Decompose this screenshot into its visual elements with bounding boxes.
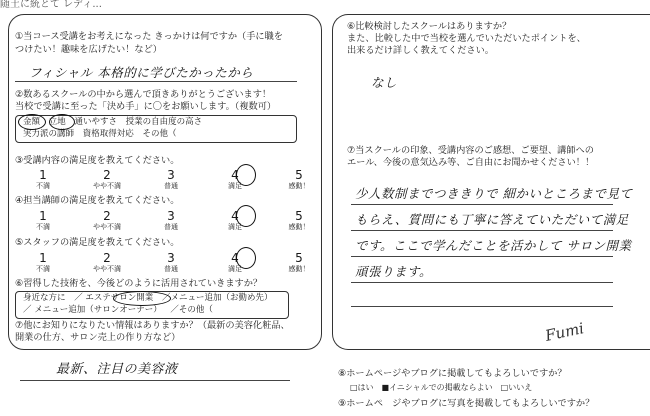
impression-answer-line1: 少人数制までつききりで 細かいところまで見て (355, 186, 633, 201)
q4-option-2: 2 やや不満 (93, 209, 121, 231)
compare-answer: なし (371, 75, 398, 90)
q4-option-5: 5 感動！ (288, 209, 310, 231)
q2-option-instructor: 実力派の講師 (23, 129, 75, 139)
impression-rule3 (351, 256, 613, 257)
q1-answer-line (15, 81, 297, 82)
q5-option-1: 1 不満 (36, 251, 50, 273)
q6-title: ⑥習得した技術を、今後どのように活用されていきますか？ (15, 278, 263, 289)
q6-option-acquaintances: 身近な方に (23, 293, 66, 303)
homepage-question: ⑧ホームページやブログに掲載してもよろしいですか？ (338, 368, 567, 379)
q2-line2: 当校で受講に至った「決め手」に〇をお願いします。（複数可） (15, 101, 277, 112)
q3-selected-circle (236, 164, 256, 186)
q7-answer: 最新、注目の美容液 (56, 362, 178, 377)
impression-answer-line3: です。ここで学んだことを活かして サロン開業 (355, 238, 632, 253)
impression-rule2 (351, 230, 613, 231)
q5-option-4: 4 満足 (228, 251, 242, 273)
header-cut-text: 随土に統とて レディ... (0, 0, 102, 10)
impression-answer-line2: もらえ、質問にも丁寧に答えていただいて満足 (355, 212, 629, 227)
q2-circle-price (18, 114, 46, 130)
compare-line2: また、比較した中で当校を選んでいただいたポイントを、 (347, 33, 586, 44)
q5-scale (11, 251, 331, 274)
signature-mark: Fumi (543, 319, 586, 345)
q1-line1: ①当コース受講をお考えになった きっかけは何ですか（手に職を (15, 31, 283, 42)
q3-option-5: 5 感動！ (288, 168, 310, 190)
q4-title: ④担当講師の満足度を教えてください。 (15, 195, 180, 206)
homepage-options: □はい ■イニシャルでの掲載ならよい □いいえ (350, 383, 533, 392)
q3-option-1: 1 不満 (36, 168, 50, 190)
q2-line1: ②数あるスクールの中から選んで頂きありがとうございます！ (15, 89, 272, 100)
compare-line1: ⑥比較検討したスクールはありますか？ (347, 21, 512, 32)
q6-option-menu-workplace: ／メニュー追加（お勤め先） (161, 293, 273, 303)
q5-option-2: 2 やや不満 (93, 251, 121, 273)
q6-option-salon-opening: ／ エステサロン開業 (74, 293, 154, 303)
q7-line1: ⑦他にお知りになりたい情報はありますか？（最新の美容化粧品、 (15, 320, 290, 331)
compare-line3: 出来るだけ詳しく教えてください。 (347, 45, 494, 56)
q3-scale (11, 168, 331, 191)
q2-option-certification: 資格取得対応 (82, 129, 134, 139)
photo-question: ⑨ホームペ ジやブログに写真を掲載してもよろしいですか？ (338, 398, 595, 409)
q2-circle-location (49, 114, 75, 130)
q3-option-2: 2 やや不満 (93, 168, 121, 190)
q4-option-3: 3 普通 (164, 209, 178, 231)
impression-rule4 (351, 282, 613, 283)
q6-selected-circle (113, 291, 171, 306)
q2-option-location: 立地 (48, 117, 66, 127)
q4-selected-circle (236, 205, 256, 227)
q2-option-flexibility: 授業の自由度の高さ (125, 117, 203, 127)
q6-option-menu-owner: ／ メニュー追加（サロンオーナー） (23, 305, 162, 315)
q5-selected-circle (236, 247, 256, 269)
q4-option-4: 4 満足 (228, 209, 242, 231)
q2-option-access: 通いやすさ (74, 117, 117, 127)
left-survey-card (8, 14, 322, 350)
q4-scale (11, 209, 331, 232)
q2-option-price: 金額 (23, 117, 41, 127)
impression-line2: エール、今後の意気込み等、ご自由にお聞かせください！！ (347, 157, 595, 168)
q6-options-row2 (23, 305, 219, 316)
q7-answer-line (20, 380, 290, 381)
q3-option-3: 3 普通 (164, 168, 178, 190)
q3-option-4: 4 満足 (228, 168, 242, 190)
impression-rule1 (351, 204, 613, 205)
q4-option-1: 1 不満 (36, 209, 50, 231)
impression-line1: ⑦当スクールの印象、受講内容のご感想、ご要望、講師への (347, 145, 594, 156)
q5-option-3: 3 普通 (164, 251, 178, 273)
q5-option-5: 5 感動！ (288, 251, 310, 273)
q5-title: ⑤スタッフの満足度を教えてください。 (15, 237, 180, 248)
q3-title: ③受講内容の満足度を教えてください。 (15, 155, 180, 166)
q2-options-row2 (23, 129, 182, 140)
impression-rule5 (351, 306, 613, 307)
right-survey-card (332, 14, 650, 350)
q1-answer: フィシャル 本格的に学びたかったから (29, 65, 254, 80)
impression-answer-line4: 頑張ります。 (355, 264, 433, 279)
q6-option-other: ／その他（ (170, 305, 213, 315)
q1-line2: つけたい！趣味を広げたい！など） (15, 44, 162, 55)
q2-option-other: その他（ (142, 129, 177, 139)
q7-line2: 開業の仕方、サロン売上の作り方など） (15, 332, 181, 343)
